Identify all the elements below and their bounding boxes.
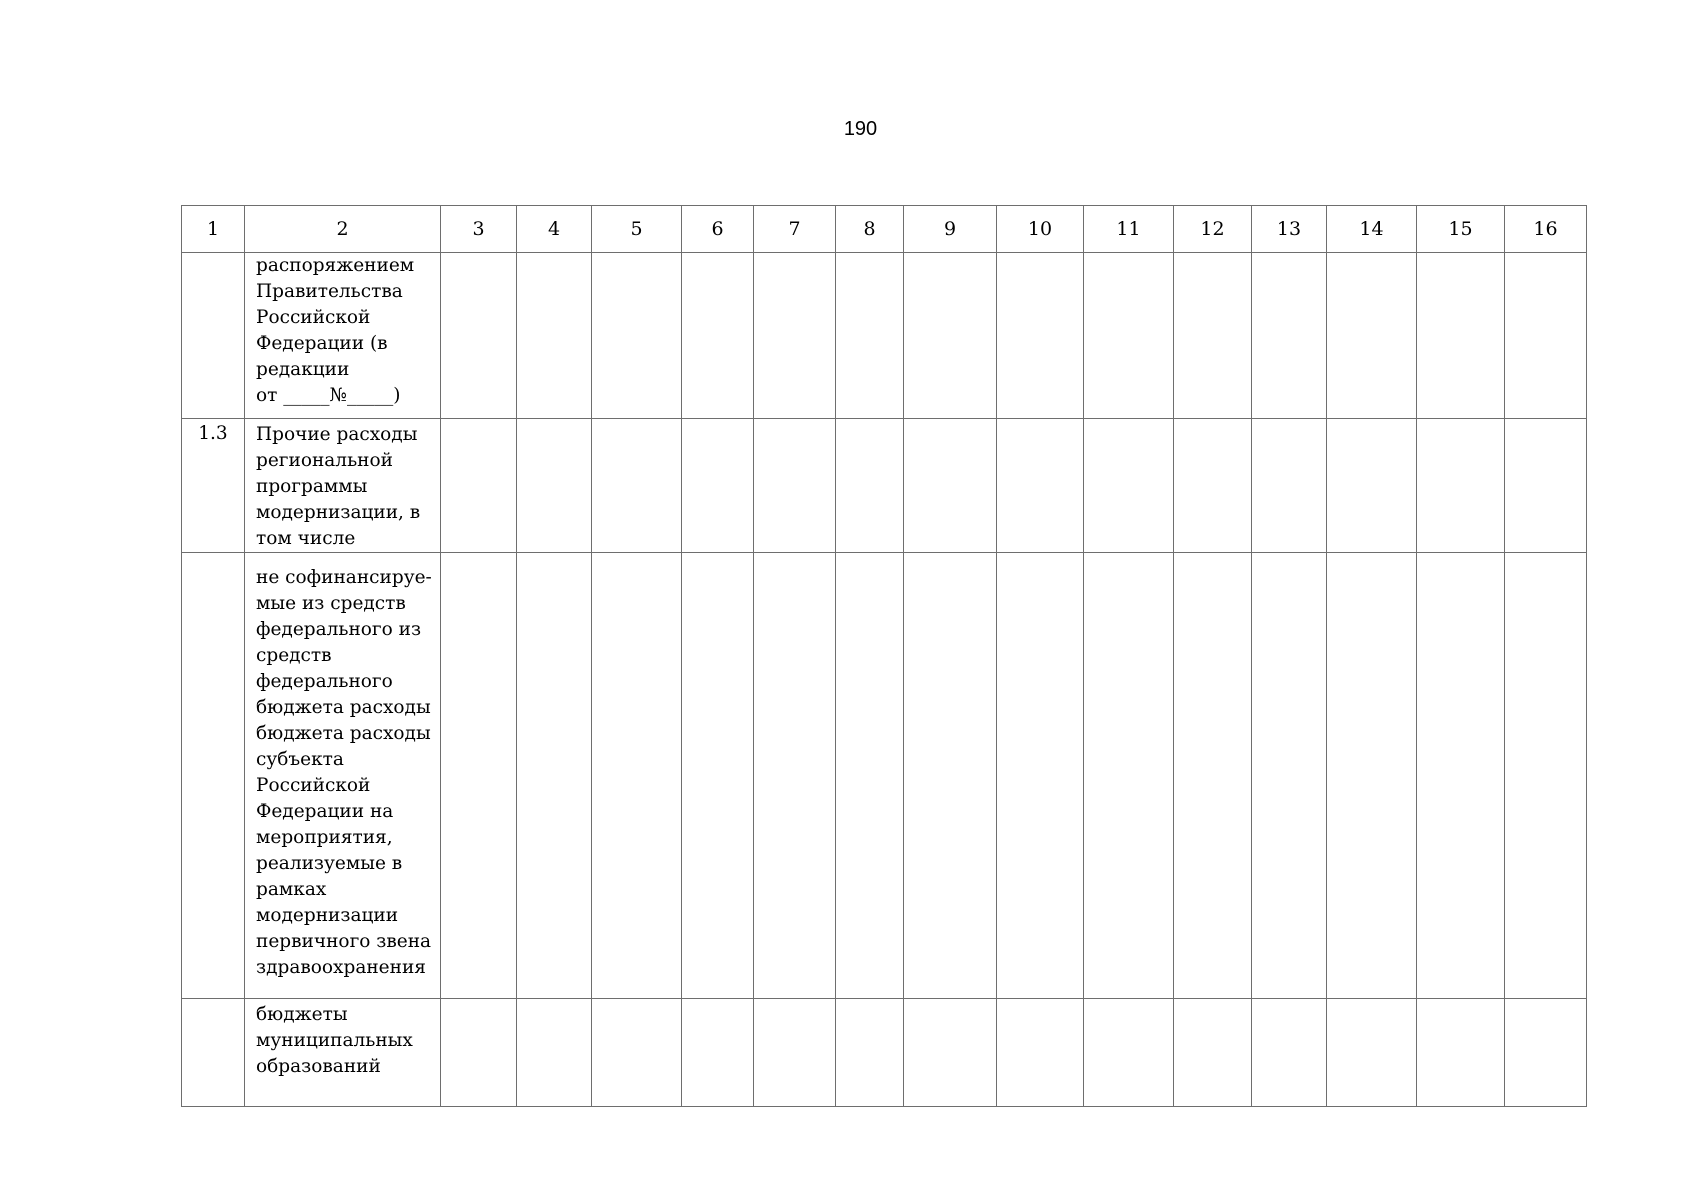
empty-cell [1174, 253, 1252, 419]
column-header: 9 [904, 206, 997, 253]
empty-cell [1505, 553, 1587, 999]
empty-cell [997, 999, 1084, 1107]
empty-cell [1252, 253, 1327, 419]
row-description: не софинансируе- мые из средств федерального из средств федерального бюджета расходы бюджета расходы субъекта Российской Федерации на мероприятия, реализуемые в рамках модернизации первичного звена здравоохранения [245, 553, 441, 999]
row-number [182, 999, 245, 1107]
empty-cell [904, 419, 997, 553]
table-row [182, 553, 1587, 999]
empty-cell [441, 419, 517, 553]
empty-cell [1505, 999, 1587, 1107]
empty-cell [1084, 999, 1174, 1107]
empty-cell [1084, 553, 1174, 999]
empty-cell [754, 253, 836, 419]
column-header: 14 [1327, 206, 1417, 253]
empty-cell [517, 999, 592, 1107]
column-header: 7 [754, 206, 836, 253]
column-header: 10 [997, 206, 1084, 253]
column-header: 11 [1084, 206, 1174, 253]
empty-cell [1327, 419, 1417, 553]
empty-cell [517, 253, 592, 419]
empty-cell [517, 553, 592, 999]
column-header: 15 [1417, 206, 1505, 253]
empty-cell [441, 553, 517, 999]
empty-cell [997, 553, 1084, 999]
column-header: 2 [245, 206, 441, 253]
column-header: 16 [1505, 206, 1587, 253]
empty-cell [1417, 553, 1505, 999]
empty-cell [836, 553, 904, 999]
budget-table [181, 205, 1587, 1107]
empty-cell [1252, 999, 1327, 1107]
empty-cell [682, 999, 754, 1107]
empty-cell [592, 999, 682, 1107]
column-header: 3 [441, 206, 517, 253]
empty-cell [592, 419, 682, 553]
table-row [182, 419, 1587, 553]
empty-cell [517, 419, 592, 553]
empty-cell [682, 553, 754, 999]
empty-cell [1174, 419, 1252, 553]
empty-cell [904, 999, 997, 1107]
empty-cell [1327, 999, 1417, 1107]
row-number [182, 253, 245, 419]
empty-cell [754, 553, 836, 999]
column-header: 12 [1174, 206, 1252, 253]
table-header-row [182, 206, 1587, 253]
column-header: 5 [592, 206, 682, 253]
empty-cell [1174, 999, 1252, 1107]
empty-cell [1417, 419, 1505, 553]
column-header: 1 [182, 206, 245, 253]
empty-cell [682, 419, 754, 553]
column-header: 13 [1252, 206, 1327, 253]
empty-cell [1252, 553, 1327, 999]
empty-cell [592, 253, 682, 419]
table-row [182, 253, 1587, 419]
empty-cell [1174, 553, 1252, 999]
empty-cell [1327, 553, 1417, 999]
empty-cell [904, 553, 997, 999]
row-number: 1.3 [182, 419, 245, 553]
row-description: бюджеты муниципальных образований [245, 999, 441, 1107]
empty-cell [1417, 253, 1505, 419]
empty-cell [682, 253, 754, 419]
row-number [182, 553, 245, 999]
empty-cell [441, 253, 517, 419]
column-header: 8 [836, 206, 904, 253]
empty-cell [1505, 253, 1587, 419]
empty-cell [836, 999, 904, 1107]
empty-cell [754, 999, 836, 1107]
empty-cell [1505, 419, 1587, 553]
empty-cell [997, 253, 1084, 419]
empty-cell [1417, 999, 1505, 1107]
row-description: распоряжением Правительства Российской Федерации (в редакции от _____№_____) [245, 253, 441, 419]
empty-cell [754, 419, 836, 553]
empty-cell [592, 553, 682, 999]
empty-cell [441, 999, 517, 1107]
empty-cell [1327, 253, 1417, 419]
table-row [182, 999, 1587, 1107]
column-header: 4 [517, 206, 592, 253]
empty-cell [904, 253, 997, 419]
column-header: 6 [682, 206, 754, 253]
empty-cell [997, 419, 1084, 553]
page-number: 190 [843, 118, 878, 140]
empty-cell [1084, 253, 1174, 419]
empty-cell [836, 419, 904, 553]
empty-cell [836, 253, 904, 419]
row-description: Прочие расходы региональной программы модернизации, в том числе [245, 419, 441, 553]
empty-cell [1084, 419, 1174, 553]
empty-cell [1252, 419, 1327, 553]
